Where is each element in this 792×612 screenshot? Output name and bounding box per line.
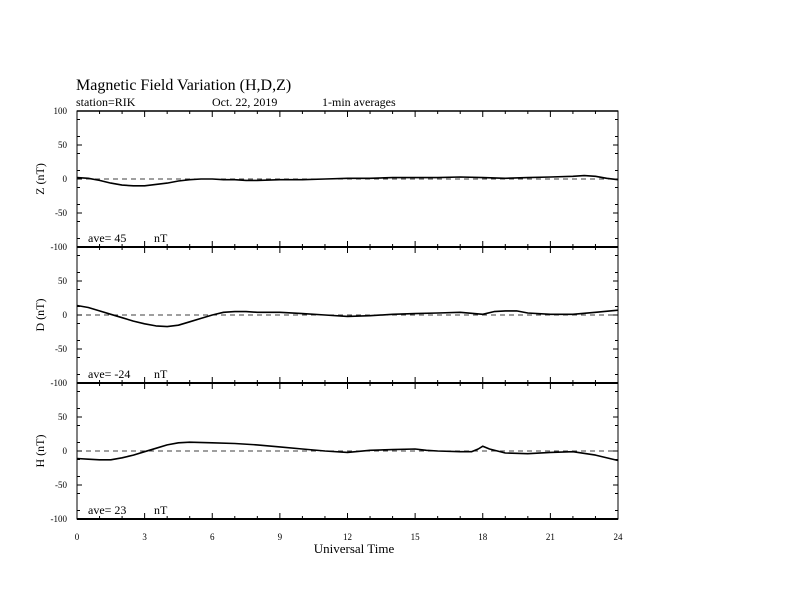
y-axis-label: D (nT): [33, 298, 47, 332]
y-tick-label: 100: [53, 106, 67, 116]
y-tick-label: 0: [62, 174, 67, 184]
y-tick-label: -100: [50, 514, 67, 524]
y-tick-label: 50: [58, 276, 67, 286]
x-tick-label: 9: [277, 532, 283, 542]
averaging-label: 1-min averages: [322, 95, 396, 109]
y-tick-label: -50: [55, 208, 67, 218]
panel-h: [33, 383, 618, 524]
average-label: ave= 45: [88, 231, 127, 245]
x-tick-label: 6: [210, 532, 215, 542]
y-axis-label: Z (nT): [33, 163, 47, 195]
y-tick-label: -50: [55, 480, 67, 490]
station-label: station=RIK: [76, 95, 136, 109]
average-unit: nT: [154, 503, 168, 517]
x-tick-label: 24: [613, 532, 623, 542]
y-tick-label: -50: [55, 344, 67, 354]
x-tick-label: 0: [74, 532, 80, 542]
x-tick-label: 12: [343, 532, 352, 542]
chart-title: Magnetic Field Variation (H,D,Z): [76, 77, 292, 94]
x-tick-label: 3: [142, 532, 147, 542]
y-tick-label: 50: [58, 140, 67, 150]
y-tick-label: 0: [62, 446, 67, 456]
y-axis-label: H (nT): [33, 434, 47, 468]
series-line-d: [77, 306, 618, 327]
y-tick-label: -100: [50, 242, 67, 252]
x-tick-label: 21: [545, 532, 555, 542]
x-tick-label: 15: [410, 532, 420, 542]
average-label: ave= 23: [88, 503, 127, 517]
panel-z: [33, 106, 618, 252]
x-axis-label: Universal Time: [313, 541, 395, 556]
y-tick-label: -100: [50, 378, 67, 388]
date-label: Oct. 22, 2019: [212, 95, 278, 109]
x-tick-label: 18: [478, 532, 488, 542]
panels-group: [33, 106, 623, 542]
average-unit: nT: [154, 231, 168, 245]
panel-d: [33, 247, 618, 388]
average-unit: nT: [154, 367, 168, 381]
average-label: ave= -24: [88, 367, 131, 381]
y-tick-label: 50: [58, 412, 67, 422]
y-tick-label: 0: [62, 310, 67, 320]
series-line-z: [77, 176, 618, 186]
